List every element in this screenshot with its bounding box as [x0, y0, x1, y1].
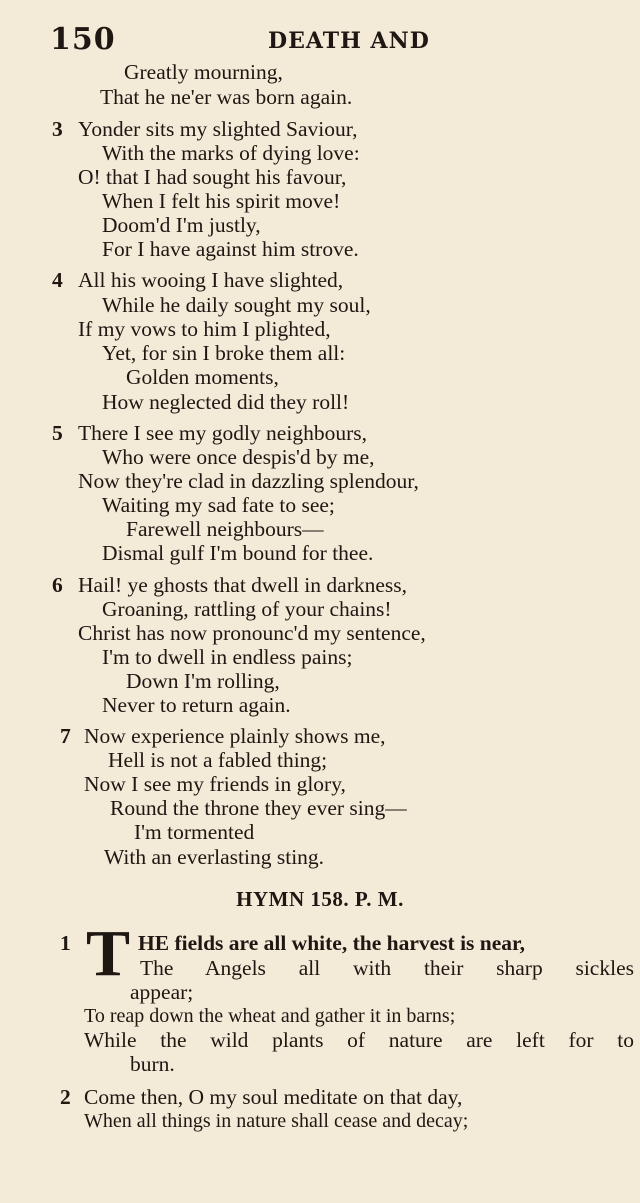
verse-line: While he daily sought my soul, — [102, 293, 371, 317]
verse-line: When I felt his spirit move! — [102, 189, 341, 213]
verse-line: Now I see my friends in glory, — [84, 772, 346, 796]
verse-line: Who were once despis'd by me, — [102, 445, 375, 469]
verse-line: Farewell neighbours— — [126, 517, 324, 541]
verse-number: 6 — [52, 573, 63, 597]
verse-line: Yet, for sin I broke them all: — [102, 341, 346, 365]
verse-line: Christ has now pronounc'd my sentence, — [78, 621, 426, 645]
verse-number: 5 — [52, 421, 63, 445]
verse-line: Yonder sits my slighted Saviour, — [78, 117, 358, 141]
page-header — [0, 22, 640, 58]
verse-number: 3 — [52, 117, 63, 141]
verse-line: Hail! ye ghosts that dwell in darkness, — [78, 573, 408, 597]
verse-line: appear; — [130, 980, 194, 1004]
verse-line: While the wild plants of nature are left for to — [84, 1028, 634, 1052]
continuation-line: Greatly mourning, — [124, 60, 283, 84]
verse-line: Never to return again. — [102, 693, 291, 717]
verse-line: Down I'm rolling, — [126, 669, 280, 693]
verse-number: 2 — [60, 1085, 71, 1109]
verse-line: Waiting my sad fate to see; — [102, 493, 335, 517]
verse-line: For I have against him strove. — [102, 237, 359, 261]
verse-line: Doom'd I'm justly, — [102, 213, 261, 237]
verse-line: burn. — [130, 1052, 175, 1076]
verse-line: If my vows to him I plighted, — [78, 317, 331, 341]
verse-line: All his wooing I have slighted, — [78, 268, 344, 292]
verse-number: 7 — [60, 724, 71, 748]
verse-line: O! that I had sought his favour, — [78, 165, 347, 189]
verse-number: 1 — [60, 931, 71, 955]
continuation-line: That he ne'er was born again. — [100, 85, 353, 109]
running-title: DEATH AND — [268, 28, 430, 54]
verse-line: To reap down the wheat and gather it in barns; — [84, 1005, 456, 1027]
verse-line: HE fields are all white, the harvest is near, — [138, 931, 525, 955]
verse-line: When all things in nature shall cease and decay; — [84, 1110, 469, 1132]
verse-line: Dismal gulf I'm bound for thee. — [102, 541, 374, 565]
verse-line: I'm to dwell in endless pains; — [102, 645, 353, 669]
drop-cap: T — [86, 917, 131, 990]
verse-line: How neglected did they roll! — [102, 390, 350, 414]
verse-line: I'm tormented — [134, 820, 255, 844]
verse-line: Round the throne they ever sing— — [110, 796, 407, 820]
page-number: 150 — [50, 22, 116, 57]
hymn-title: HYMN 158. P. M. — [236, 887, 404, 911]
verse-line: Now experience plainly shows me, — [84, 724, 386, 748]
verse-line: Golden moments, — [126, 365, 279, 389]
verse-line: Now they're clad in dazzling splendour, — [78, 469, 419, 493]
verse-line: The Angels all with their sharp sickles — [140, 956, 634, 980]
verse-line: With the marks of dying love: — [102, 141, 360, 165]
verse-line: With an everlasting sting. — [104, 845, 325, 869]
verse-line: Groaning, rattling of your chains! — [102, 597, 392, 621]
verse-line: There I see my godly neighbours, — [78, 421, 367, 445]
verse-line: Hell is not a fabled thing; — [108, 748, 328, 772]
verse-line: Come then, O my soul meditate on that day, — [84, 1085, 463, 1109]
verse-number: 4 — [52, 268, 63, 292]
